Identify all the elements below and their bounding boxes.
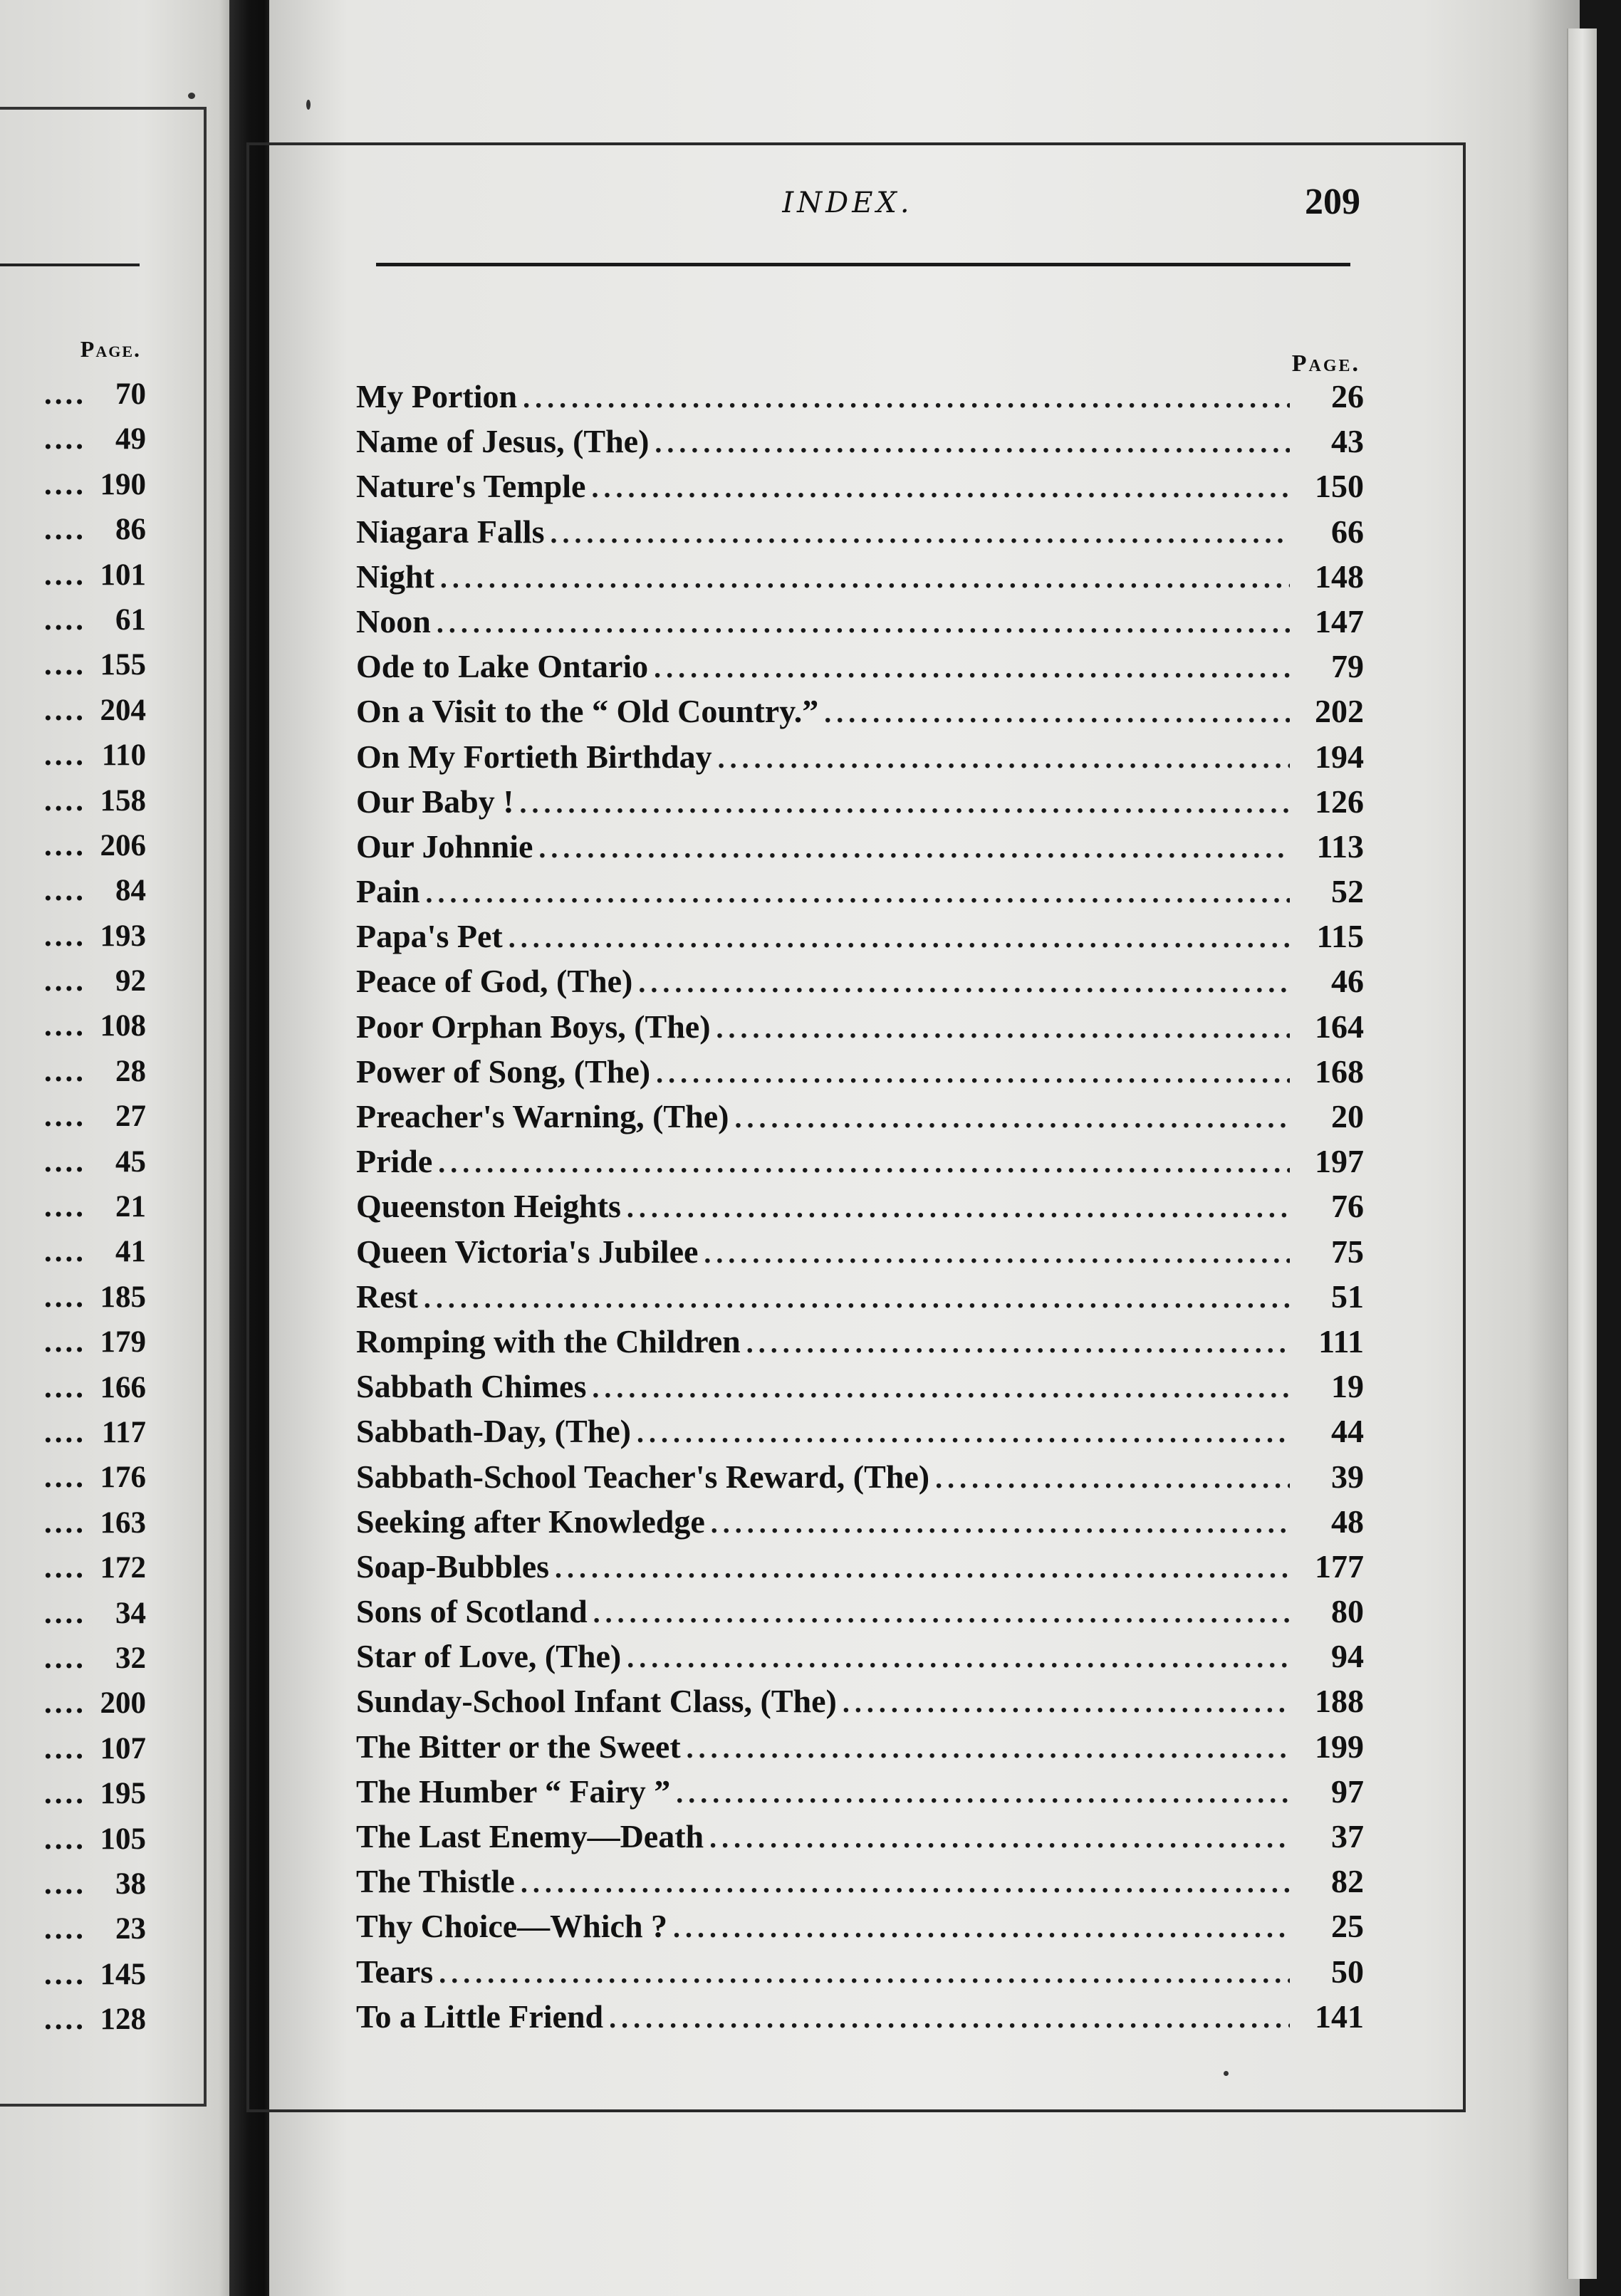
leader-dots xyxy=(424,1275,1290,1320)
previous-page-row xyxy=(0,1636,146,1681)
previous-page-row xyxy=(0,507,146,552)
entry-title: Pain xyxy=(356,873,420,910)
leader-dots: .... xyxy=(44,558,86,592)
previous-page-number: 128 xyxy=(100,2003,146,2037)
index-entry xyxy=(356,1184,1364,1228)
previous-page-row xyxy=(0,1862,146,1906)
leader-dots xyxy=(716,1006,1290,1050)
previous-page-row xyxy=(0,778,146,823)
leader-dots xyxy=(437,600,1290,645)
previous-page-number: 41 xyxy=(115,1235,146,1269)
entry-page-number: 82 xyxy=(1331,1863,1364,1900)
leader-dots xyxy=(676,1770,1290,1815)
entry-title: Ode to Lake Ontario xyxy=(356,648,649,685)
index-entry xyxy=(356,1409,1364,1454)
leader-dots: .... xyxy=(44,1551,86,1585)
leader-dots: .... xyxy=(44,964,86,998)
leader-dots: .... xyxy=(44,783,86,818)
previous-page xyxy=(0,0,239,2296)
dust-speck xyxy=(1224,2071,1229,2076)
leader-dots xyxy=(704,1231,1290,1275)
previous-page-number: 163 xyxy=(100,1506,146,1540)
previous-page-row xyxy=(0,1184,146,1229)
index-entry xyxy=(356,1859,1364,1904)
previous-page-number: 34 xyxy=(115,1596,146,1630)
leader-dots: .... xyxy=(44,1822,86,1856)
previous-page-row xyxy=(0,688,146,733)
entry-title: Sunday-School Infant Class, (The) xyxy=(356,1683,837,1720)
entry-page-number: 48 xyxy=(1331,1503,1364,1540)
index-entry xyxy=(356,1634,1364,1679)
index-entry xyxy=(356,419,1364,464)
leader-dots: .... xyxy=(44,1370,86,1404)
entry-title: The Humber “ Fairy ” xyxy=(356,1773,671,1810)
previous-page-column-header: Page. xyxy=(80,336,141,362)
index-entry xyxy=(356,1949,1364,1994)
previous-page-row xyxy=(0,1591,146,1636)
entry-title: Nature's Temple xyxy=(356,468,586,505)
previous-page-row xyxy=(0,462,146,507)
previous-page-row xyxy=(0,959,146,1003)
previous-page-number: 176 xyxy=(100,1461,146,1495)
previous-page-number: 70 xyxy=(115,377,146,411)
index-entry xyxy=(356,824,1364,869)
previous-page-number: 145 xyxy=(100,1957,146,1991)
previous-page-number: 206 xyxy=(100,828,146,862)
entry-title: Our Baby ! xyxy=(356,783,514,820)
leader-dots xyxy=(718,736,1290,781)
previous-page-number: 108 xyxy=(100,1009,146,1043)
index-entry xyxy=(356,554,1364,599)
entry-title: Power of Song, (The) xyxy=(356,1053,651,1090)
previous-page-number: 107 xyxy=(100,1731,146,1765)
previous-page-row xyxy=(0,1003,146,1048)
entry-title: Pride xyxy=(356,1143,433,1180)
entry-page-number: 126 xyxy=(1315,783,1364,820)
page-edge xyxy=(1567,28,1597,2279)
page-number: 209 xyxy=(1305,182,1360,222)
leader-dots: .... xyxy=(44,1957,86,1991)
entry-title: Star of Love, (The) xyxy=(356,1638,622,1675)
previous-page-row xyxy=(0,1681,146,1726)
previous-page-row xyxy=(0,1726,146,1771)
previous-page-number: 155 xyxy=(100,648,146,682)
index-entry xyxy=(356,779,1364,824)
previous-page-row xyxy=(0,1365,146,1410)
previous-page-row xyxy=(0,642,146,687)
leader-dots xyxy=(440,555,1290,600)
entry-title: Sabbath-Day, (The) xyxy=(356,1413,631,1450)
index-entries xyxy=(356,374,1364,2039)
entry-page-number: 43 xyxy=(1331,423,1364,460)
index-entry xyxy=(356,1229,1364,1274)
index-entry xyxy=(356,1544,1364,1589)
leader-dots: .... xyxy=(44,874,86,908)
leader-dots: .... xyxy=(44,1054,86,1088)
leader-dots: .... xyxy=(44,739,86,773)
leader-dots xyxy=(843,1680,1290,1725)
leader-dots: .... xyxy=(44,1461,86,1495)
entry-title: On a Visit to the “ Old Country.” xyxy=(356,693,819,730)
entry-title: Seeking after Knowledge xyxy=(356,1503,705,1540)
entry-page-number: 26 xyxy=(1331,378,1364,414)
leader-dots: .... xyxy=(44,1506,86,1540)
entry-title: Niagara Falls xyxy=(356,513,545,550)
leader-dots: .... xyxy=(44,828,86,862)
previous-page-row xyxy=(0,598,146,642)
entry-title: The Last Enemy—Death xyxy=(356,1818,704,1854)
running-title: INDEX. xyxy=(782,187,913,219)
previous-page-row xyxy=(0,1410,146,1455)
entry-title: To a Little Friend xyxy=(356,1998,604,2035)
entry-title: Noon xyxy=(356,602,431,640)
index-entry xyxy=(356,689,1364,734)
entry-title: Peace of God, (The) xyxy=(356,963,633,1000)
leader-dots xyxy=(673,1905,1290,1950)
previous-page-number: 190 xyxy=(100,467,146,501)
leader-dots: .... xyxy=(44,1731,86,1765)
previous-page-row xyxy=(0,1229,146,1274)
leader-dots xyxy=(734,1095,1290,1140)
leader-dots xyxy=(627,1185,1290,1230)
entry-page-number: 164 xyxy=(1315,1008,1364,1045)
previous-page-row xyxy=(0,1545,146,1590)
entry-page-number: 20 xyxy=(1331,1098,1364,1134)
previous-page-number: 200 xyxy=(100,1686,146,1721)
leader-dots: .... xyxy=(44,648,86,682)
leader-dots xyxy=(591,465,1290,510)
entry-page-number: 19 xyxy=(1331,1368,1364,1405)
leader-dots: .... xyxy=(44,1867,86,1901)
previous-page-number-column xyxy=(0,372,146,2042)
previous-page-number: 105 xyxy=(100,1822,146,1856)
previous-page-number: 101 xyxy=(100,558,146,592)
previous-page-header-rule xyxy=(0,263,140,266)
index-entry xyxy=(356,1499,1364,1544)
leader-dots xyxy=(627,1635,1290,1680)
leader-dots xyxy=(538,825,1290,870)
previous-page-row xyxy=(0,1501,146,1545)
header-rule xyxy=(376,263,1350,266)
leader-dots xyxy=(609,1995,1290,2040)
previous-page-row xyxy=(0,823,146,868)
index-entry xyxy=(356,869,1364,914)
previous-page-row xyxy=(0,1049,146,1094)
leader-dots xyxy=(550,511,1290,555)
index-entry xyxy=(356,1004,1364,1049)
index-entry xyxy=(356,1139,1364,1184)
index-entry xyxy=(356,1679,1364,1723)
leader-dots: .... xyxy=(44,1100,86,1134)
index-entry xyxy=(356,1319,1364,1364)
leader-dots xyxy=(592,1365,1290,1410)
leader-dots: .... xyxy=(44,422,86,456)
leader-dots xyxy=(523,375,1290,420)
previous-page-number: 179 xyxy=(100,1325,146,1360)
leader-dots: .... xyxy=(44,377,86,411)
entry-page-number: 46 xyxy=(1331,963,1364,1000)
leader-dots: .... xyxy=(44,1235,86,1269)
entry-title: Thy Choice—Which ? xyxy=(356,1908,668,1945)
entry-page-number: 51 xyxy=(1331,1278,1364,1315)
previous-page-row xyxy=(0,1094,146,1139)
index-entry xyxy=(356,599,1364,644)
previous-page-number: 193 xyxy=(100,919,146,953)
entry-page-number: 168 xyxy=(1315,1053,1364,1090)
previous-page-number: 45 xyxy=(115,1144,146,1179)
entry-page-number: 50 xyxy=(1331,1953,1364,1990)
leader-dots xyxy=(824,690,1290,735)
column-header: Page. xyxy=(1291,350,1360,377)
previous-page-row xyxy=(0,1275,146,1320)
leader-dots xyxy=(655,420,1290,465)
previous-page-row xyxy=(0,1139,146,1184)
index-entry xyxy=(356,509,1364,554)
previous-page-number: 166 xyxy=(100,1370,146,1404)
entry-title: Sabbath-School Teacher's Reward, (The) xyxy=(356,1458,930,1495)
index-entry xyxy=(356,1769,1364,1814)
entry-page-number: 75 xyxy=(1331,1233,1364,1270)
entry-title: The Bitter or the Sweet xyxy=(356,1728,681,1765)
previous-page-row xyxy=(0,914,146,959)
entry-page-number: 44 xyxy=(1331,1413,1364,1450)
previous-page-row xyxy=(0,417,146,461)
leader-dots: .... xyxy=(44,1777,86,1811)
index-entry xyxy=(356,1724,1364,1769)
entry-title: Tears xyxy=(356,1953,434,1990)
leader-dots xyxy=(521,1860,1290,1905)
entry-page-number: 52 xyxy=(1331,873,1364,910)
previous-page-row xyxy=(0,1771,146,1816)
leader-dots: .... xyxy=(44,1325,86,1360)
leader-dots xyxy=(438,1140,1290,1185)
leader-dots xyxy=(654,645,1290,690)
entry-title: Queen Victoria's Jubilee xyxy=(356,1233,699,1270)
previous-page-number: 28 xyxy=(115,1054,146,1088)
entry-page-number: 97 xyxy=(1331,1773,1364,1810)
entry-title: Night xyxy=(356,558,434,595)
entry-page-number: 141 xyxy=(1315,1998,1364,2035)
previous-page-row xyxy=(0,868,146,913)
previous-page-row xyxy=(0,1997,146,2042)
entry-title: The Thistle xyxy=(356,1863,515,1900)
previous-page-number: 61 xyxy=(115,602,146,637)
previous-page-number: 86 xyxy=(115,513,146,547)
entry-title: On My Fortieth Birthday xyxy=(356,738,712,775)
index-entry xyxy=(356,1814,1364,1859)
leader-dots: .... xyxy=(44,1686,86,1721)
index-entry xyxy=(356,1094,1364,1139)
index-entry xyxy=(356,1364,1364,1409)
index-entry xyxy=(356,464,1364,508)
leader-dots: .... xyxy=(44,919,86,953)
leader-dots xyxy=(711,1501,1290,1545)
entry-title: Sons of Scotland xyxy=(356,1593,588,1630)
leader-dots xyxy=(709,1815,1290,1860)
entry-page-number: 111 xyxy=(1318,1322,1364,1360)
leader-dots: .... xyxy=(44,693,86,727)
previous-page-number: 38 xyxy=(115,1867,146,1901)
index-entry xyxy=(356,1994,1364,2039)
leader-dots xyxy=(638,960,1290,1005)
leader-dots: .... xyxy=(44,1144,86,1179)
index-entry xyxy=(356,1049,1364,1094)
previous-page-number: 49 xyxy=(115,422,146,456)
previous-page-row xyxy=(0,553,146,598)
leader-dots: .... xyxy=(44,513,86,547)
dust-speck xyxy=(306,100,311,110)
index-entry xyxy=(356,644,1364,689)
leader-dots: .... xyxy=(44,467,86,501)
leader-dots xyxy=(656,1050,1290,1095)
previous-page-number: 195 xyxy=(100,1777,146,1811)
entry-page-number: 37 xyxy=(1331,1818,1364,1854)
entry-title: Our Johnnie xyxy=(356,828,533,865)
leader-dots xyxy=(509,915,1290,960)
previous-page-row xyxy=(0,733,146,778)
entry-page-number: 188 xyxy=(1315,1683,1364,1720)
previous-page-row xyxy=(0,1952,146,1997)
previous-page-number: 23 xyxy=(115,1912,146,1946)
previous-page-number: 172 xyxy=(100,1551,146,1585)
entry-page-number: 197 xyxy=(1315,1143,1364,1180)
entry-page-number: 147 xyxy=(1315,602,1364,640)
entry-page-number: 66 xyxy=(1331,513,1364,550)
index-entry xyxy=(356,1589,1364,1634)
entry-page-number: 76 xyxy=(1331,1188,1364,1225)
leader-dots: .... xyxy=(44,1596,86,1630)
entry-title: Preacher's Warning, (The) xyxy=(356,1098,729,1134)
leader-dots: .... xyxy=(44,1190,86,1224)
index-entry xyxy=(356,914,1364,959)
previous-page-row xyxy=(0,372,146,417)
entry-page-number: 199 xyxy=(1315,1728,1364,1765)
index-entry xyxy=(356,1274,1364,1319)
previous-page-number: 110 xyxy=(101,739,146,773)
entry-title: Queenston Heights xyxy=(356,1188,621,1225)
previous-page-number: 27 xyxy=(115,1100,146,1134)
leader-dots: .... xyxy=(44,2003,86,2037)
index-entry xyxy=(356,734,1364,779)
previous-page-number: 158 xyxy=(100,783,146,818)
leader-dots: .... xyxy=(44,1280,86,1314)
previous-page-number: 21 xyxy=(115,1190,146,1224)
entry-page-number: 79 xyxy=(1331,648,1364,685)
index-entry xyxy=(356,1454,1364,1499)
previous-page-number: 32 xyxy=(115,1641,146,1675)
entry-page-number: 94 xyxy=(1331,1638,1364,1675)
previous-page-number: 84 xyxy=(115,874,146,908)
leader-dots xyxy=(637,1410,1290,1455)
leader-dots: .... xyxy=(44,1912,86,1946)
previous-page-row xyxy=(0,1320,146,1364)
entry-page-number: 115 xyxy=(1316,918,1364,955)
previous-page-number: 92 xyxy=(115,964,146,998)
leader-dots xyxy=(425,870,1290,915)
entry-title: Rest xyxy=(356,1278,418,1315)
entry-page-number: 25 xyxy=(1331,1908,1364,1945)
leader-dots xyxy=(439,1951,1290,1995)
previous-page-number: 117 xyxy=(101,1415,146,1449)
leader-dots: .... xyxy=(44,602,86,637)
previous-page-row xyxy=(0,1817,146,1862)
leader-dots: .... xyxy=(44,1415,86,1449)
leader-dots: .... xyxy=(44,1009,86,1043)
entry-page-number: 39 xyxy=(1331,1458,1364,1495)
entry-page-number: 113 xyxy=(1316,828,1364,865)
entry-page-number: 80 xyxy=(1331,1593,1364,1630)
previous-page-number: 204 xyxy=(100,693,146,727)
leader-dots xyxy=(555,1545,1290,1590)
entry-title: Name of Jesus, (The) xyxy=(356,423,650,460)
previous-page-row xyxy=(0,1906,146,1951)
leader-dots: .... xyxy=(44,1641,86,1675)
leader-dots xyxy=(520,781,1290,825)
index-entry xyxy=(356,959,1364,1003)
previous-page-number: 185 xyxy=(100,1280,146,1314)
entry-title: Poor Orphan Boys, (The) xyxy=(356,1008,711,1045)
entry-title: Soap-Bubbles xyxy=(356,1548,550,1585)
entry-title: Sabbath Chimes xyxy=(356,1368,587,1405)
entry-page-number: 177 xyxy=(1315,1548,1364,1585)
previous-page-row xyxy=(0,1455,146,1500)
dust-speck xyxy=(188,93,195,99)
index-entry xyxy=(356,374,1364,419)
entry-page-number: 148 xyxy=(1315,558,1364,595)
leader-dots xyxy=(935,1456,1290,1501)
entry-title: Papa's Pet xyxy=(356,918,503,955)
entry-page-number: 150 xyxy=(1315,468,1364,505)
entry-page-number: 194 xyxy=(1315,738,1364,775)
entry-title: My Portion xyxy=(356,378,518,414)
entry-page-number: 202 xyxy=(1315,693,1364,730)
leader-dots xyxy=(593,1590,1290,1635)
index-entry xyxy=(356,1904,1364,1948)
leader-dots xyxy=(687,1726,1290,1770)
leader-dots xyxy=(746,1320,1290,1365)
entry-title: Romping with the Children xyxy=(356,1322,741,1360)
